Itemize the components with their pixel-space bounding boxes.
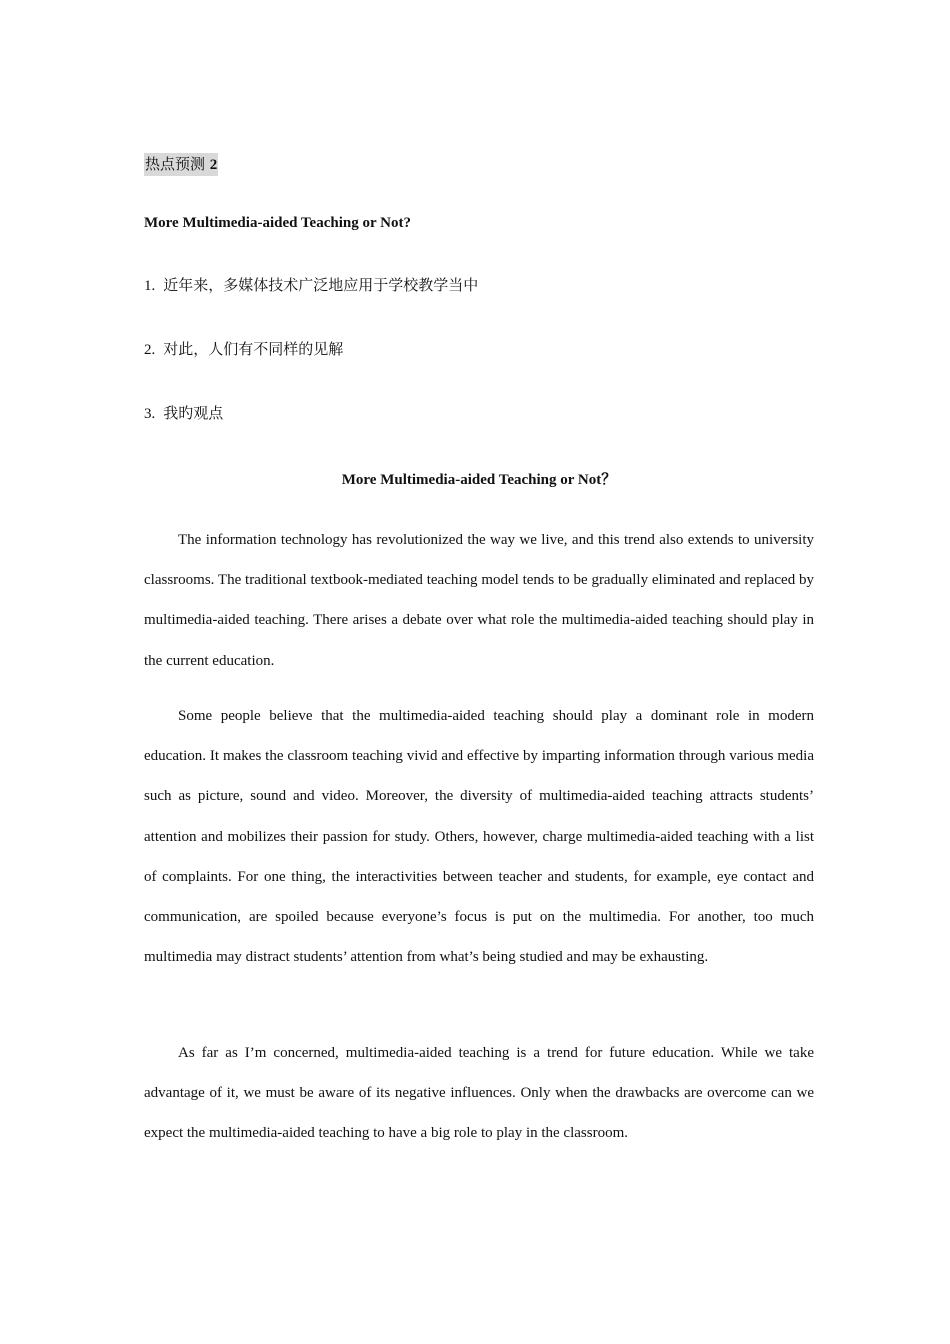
essay-paragraph-intro: The information technology has revolutionized the way we live, and this trend also extends to university classrooms. The traditional textbook-mediated teaching model tends to be gradually eliminated and replaced by multimedia-aided teaching. There arises a debate over what role the multimedia-aided teaching should play in the current education. — [144, 532, 814, 669]
outline-item — [144, 274, 478, 297]
header-tag — [144, 153, 218, 176]
header-tag-num: 2 — [209, 157, 218, 173]
header-tag-cn: 热点预测 — [145, 155, 206, 173]
essay-paragraph-body: Some people believe that the multimedia-aided teaching should play a dominant role in modern education. It makes the classroom teaching vivid and effective by imparting information through various media such as picture, sound and video. Moreover, the diversity of multimedia-aided teaching attracts students’ attention and mobilizes their passion for study. Others, however, charge multimedia-aided teaching with a list of complaints. For one thing, the interactivities between teacher and students, for example, eye contact and communication, are spoiled because everyone’s focus is put on the multimedia. For another, too much multimedia may distract students’ attention from what’s being studied and may be exhausting. — [144, 708, 814, 966]
outline-number: 3. — [144, 406, 156, 422]
outline-text: 近年来，多媒体技术广泛地应用于学校教学当中 — [163, 276, 479, 294]
essay-paragraph-conclusion: As far as I’m concerned, multimedia-aided teaching is a trend for future education. While we take advantage of it, we must be aware of its negative influences. Only when the drawbacks are overcome can we expect the multimedia-aided teaching to have a big role to play in the classroom. — [144, 1045, 814, 1142]
outline-number: 1. — [144, 278, 156, 294]
essay-title: More Multimedia-aided Teaching or Not？ — [341, 472, 617, 488]
outline-number: 2. — [144, 342, 156, 358]
outline-text: 我旳观点 — [163, 404, 224, 422]
outline-item — [144, 338, 343, 361]
topic-title: More Multimedia-aided Teaching or Not? — [144, 215, 411, 231]
outline-text: 对此，人们有不同样的见解 — [163, 340, 344, 358]
outline-item — [144, 402, 223, 425]
